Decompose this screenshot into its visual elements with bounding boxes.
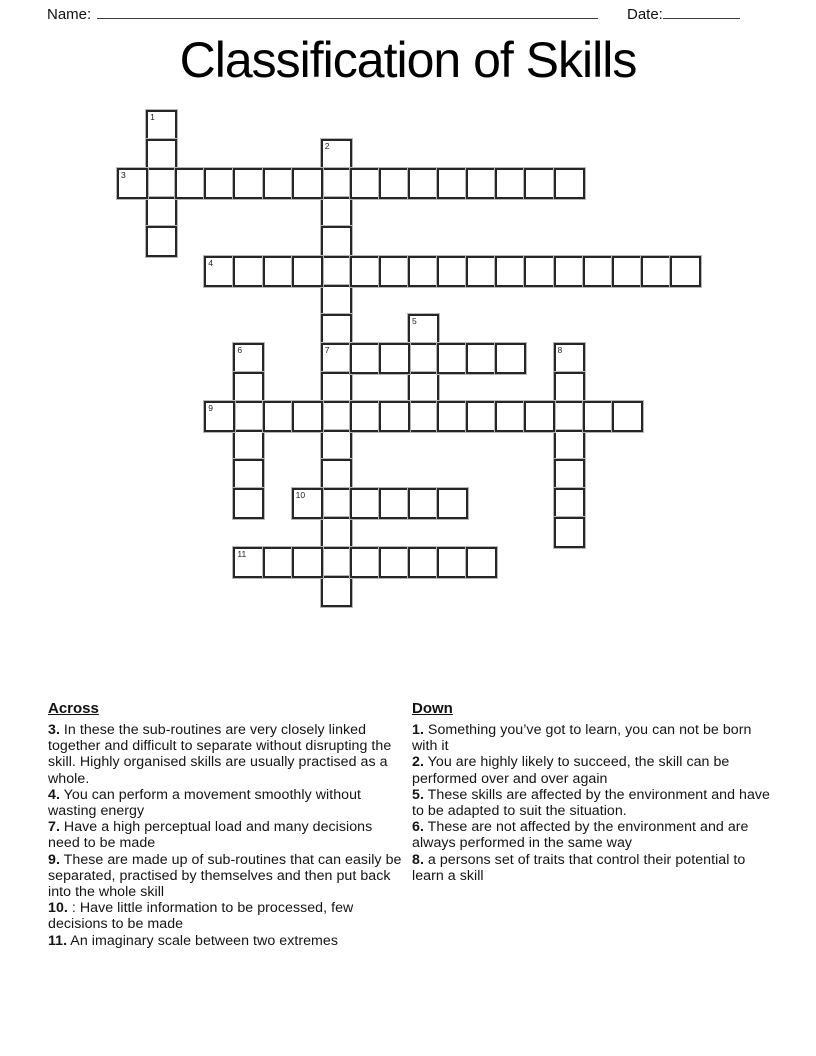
grid-cell[interactable]: [466, 401, 497, 432]
clue-down-1: 1. Something you’ve got to learn, you can not be born with it: [412, 722, 752, 755]
grid-cell[interactable]: [408, 488, 439, 519]
grid-cell[interactable]: [466, 547, 497, 578]
cell-number: 5: [412, 315, 417, 326]
grid-cell[interactable]: [379, 547, 410, 578]
grid-cell[interactable]: [233, 256, 264, 287]
grid-cell[interactable]: [175, 168, 206, 199]
grid-cell[interactable]: [524, 168, 555, 199]
clue-across-11: 11. An imaginary scale between two extremes: [48, 932, 338, 949]
crossword-grid: [117, 110, 703, 610]
clue-down-5: 5. These skills are affected by the environment and have to be adapted to suit the situation.: [412, 786, 770, 820]
grid-cell[interactable]: [408, 256, 439, 287]
grid-cell[interactable]: [641, 256, 672, 287]
clue-across-4: 4. You can perform a movement smoothly without wasting energy: [48, 786, 362, 820]
clue-number: 4.: [48, 786, 60, 803]
grid-cell[interactable]: [321, 168, 352, 199]
grid-cell[interactable]: [263, 401, 294, 432]
grid-cell[interactable]: [233, 168, 264, 199]
grid-cell[interactable]: [495, 256, 526, 287]
grid-cell[interactable]: [350, 401, 381, 432]
grid-cell[interactable]: [612, 401, 643, 432]
clue-down-6: 6. These are not affected by the environment and are always performed in the same way: [412, 819, 749, 852]
grid-cell[interactable]: [554, 488, 585, 519]
grid-cell[interactable]: [554, 401, 585, 432]
grid-cell[interactable]: [292, 488, 323, 519]
name-label: Name:: [47, 6, 92, 23]
grid-cell[interactable]: [350, 168, 381, 199]
clue-number: 6.: [412, 819, 424, 836]
clue-number: 7.: [48, 819, 60, 836]
cell-number: 6: [237, 344, 243, 355]
grid-cell[interactable]: [495, 343, 526, 374]
grid-cell[interactable]: [583, 256, 614, 287]
clue-number: 8.: [412, 851, 424, 868]
clue-number: 5.: [412, 786, 424, 803]
grid-cell[interactable]: [583, 401, 614, 432]
page-title: Classification of Skills: [179, 32, 637, 88]
cell-number: 7: [324, 344, 330, 355]
cell-number: 2: [324, 141, 330, 152]
across-clue-list: [48, 722, 402, 949]
grid-cell[interactable]: [233, 459, 264, 490]
grid-cell[interactable]: [437, 256, 468, 287]
grid-cell[interactable]: [554, 430, 585, 461]
grid-cell[interactable]: [292, 256, 323, 287]
clue-number: 10.: [48, 900, 68, 917]
grid-cell[interactable]: [554, 256, 585, 287]
grid-cell[interactable]: [466, 168, 497, 199]
grid-cell[interactable]: [233, 343, 264, 374]
grid-cell[interactable]: [554, 372, 585, 403]
grid-cell[interactable]: [408, 401, 439, 432]
grid-cell[interactable]: [233, 401, 264, 432]
grid-cell[interactable]: [321, 372, 352, 403]
cell-number: 8: [557, 344, 563, 355]
grid-cell[interactable]: [321, 488, 352, 519]
grid-cell[interactable]: [350, 547, 381, 578]
grid-cell[interactable]: [204, 256, 235, 287]
grid-cell[interactable]: [350, 256, 381, 287]
grid-cell[interactable]: [204, 401, 235, 432]
grid-cell[interactable]: [495, 168, 526, 199]
grid-cell[interactable]: [292, 547, 323, 578]
down-heading: Down: [412, 700, 453, 717]
grid-cell[interactable]: [321, 285, 352, 316]
grid-cell[interactable]: [233, 488, 264, 519]
grid-cell[interactable]: [437, 547, 468, 578]
grid-cell[interactable]: [204, 168, 235, 199]
grid-cell[interactable]: [321, 517, 352, 548]
grid-cell[interactable]: [379, 488, 410, 519]
grid-cell[interactable]: [146, 110, 177, 141]
clue-across-7: 7. Have a high perceptual load and many decisions need to be made: [48, 819, 373, 852]
grid-cell[interactable]: [350, 488, 381, 519]
grid-cell[interactable]: [379, 256, 410, 287]
cell-number: 1: [150, 112, 155, 122]
grid-cell[interactable]: [146, 139, 177, 170]
grid-cell[interactable]: [437, 343, 468, 374]
grid-cell[interactable]: [350, 343, 381, 374]
grid-cell[interactable]: [612, 256, 643, 287]
grid-cell[interactable]: [321, 226, 352, 257]
grid-cell[interactable]: [321, 343, 352, 374]
grid-cell[interactable]: [554, 168, 585, 199]
grid-cell[interactable]: [321, 576, 352, 607]
grid-cell[interactable]: [321, 256, 352, 287]
grid-cell[interactable]: [466, 256, 497, 287]
grid-cell[interactable]: [379, 343, 410, 374]
grid-cell[interactable]: [233, 430, 264, 461]
cell-number: 10: [295, 490, 306, 501]
name-blank-line[interactable]: [97, 2, 598, 19]
grid-cell[interactable]: [379, 401, 410, 432]
across-clues-section: [48, 700, 402, 949]
grid-cell[interactable]: [408, 343, 439, 374]
clue-number: 2.: [412, 754, 424, 771]
cell-number: 3: [121, 170, 126, 181]
grid-cell[interactable]: [321, 139, 352, 170]
clue-across-10: 10. : Have little information to be processed, few decisions to be made: [48, 900, 354, 933]
down-clues-section: [412, 700, 772, 884]
clue-down-2: 2. You are highly likely to succeed, the skill can be performed over and over again: [412, 754, 730, 787]
grid-cell[interactable]: [466, 343, 497, 374]
grid-cell[interactable]: [408, 547, 439, 578]
clue-down-8: 8. a persons set of traits that control their potential to learn a skill: [412, 851, 746, 884]
grid-cell[interactable]: [263, 168, 294, 199]
grid-cell[interactable]: [524, 256, 555, 287]
grid-cell[interactable]: [554, 343, 585, 374]
grid-cell[interactable]: [146, 168, 177, 199]
cell-number: 4: [208, 257, 214, 268]
grid-cell[interactable]: [495, 401, 526, 432]
grid-cell[interactable]: [146, 226, 177, 257]
clue-number: 1.: [412, 722, 424, 738]
grid-cell[interactable]: [379, 168, 410, 199]
clue-number: 11.: [48, 932, 68, 949]
grid-cell[interactable]: [670, 256, 701, 287]
grid-cell[interactable]: [263, 256, 294, 287]
grid-cell[interactable]: [437, 168, 468, 199]
grid-cell[interactable]: [321, 401, 352, 432]
grid-cell[interactable]: [321, 430, 352, 461]
grid-cell[interactable]: [321, 197, 352, 228]
grid-cell[interactable]: [321, 547, 352, 578]
clue-number: 9.: [48, 851, 60, 868]
grid-cell[interactable]: [292, 168, 323, 199]
grid-cell[interactable]: [146, 197, 177, 228]
grid-cell[interactable]: [408, 314, 439, 345]
grid-cell[interactable]: [408, 168, 439, 199]
grid-cell[interactable]: [233, 547, 264, 578]
grid-cell[interactable]: [437, 401, 468, 432]
cell-number: 9: [208, 403, 214, 413]
grid-cell[interactable]: [321, 314, 352, 345]
grid-cell[interactable]: [321, 459, 352, 490]
across-heading: Across: [48, 700, 99, 717]
grid-cell[interactable]: [408, 372, 439, 403]
grid-cell[interactable]: [233, 372, 264, 403]
date-blank-line[interactable]: [663, 2, 740, 19]
grid-cell[interactable]: [117, 168, 148, 199]
grid-cell[interactable]: [524, 401, 555, 432]
clue-across-9: 9. These are made up of sub-routines that can easily be separated, practised by themselves and then put back into the whole skill: [48, 851, 402, 901]
grid-cell[interactable]: [437, 488, 468, 519]
grid-cell[interactable]: [263, 547, 294, 578]
grid-cell[interactable]: [292, 401, 323, 432]
grid-cell[interactable]: [554, 517, 585, 548]
clue-number: 3.: [48, 722, 60, 738]
grid-cell[interactable]: [554, 459, 585, 490]
date-label: Date:: [627, 6, 663, 23]
clue-across-3: 3. In these the sub-routines are very closely linked together and difficult to separate without disrupting the skill. Highly organised skills are usually practised as a whole.: [48, 722, 392, 787]
down-clue-list: [412, 722, 772, 884]
cell-number: 11: [237, 548, 247, 559]
